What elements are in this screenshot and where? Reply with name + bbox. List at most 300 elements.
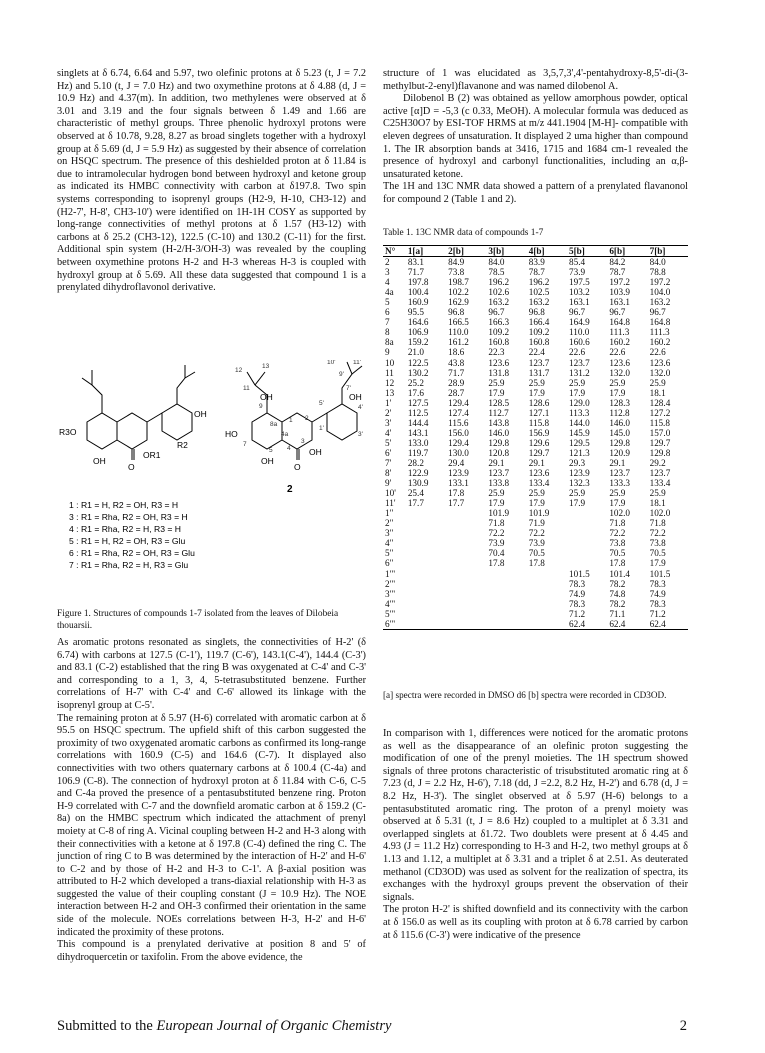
table-cell: 101.5 xyxy=(569,568,590,579)
table-cell: 71.8 xyxy=(609,518,626,529)
locant: 13 xyxy=(262,363,270,370)
table-cell: 1' xyxy=(385,397,392,408)
table-cell xyxy=(406,609,446,619)
table-cell: 133.4 xyxy=(649,478,671,489)
table-cell: 83.9 xyxy=(528,257,545,268)
table-cell: 78.3 xyxy=(649,598,666,609)
table-cell: 131.7 xyxy=(528,367,550,378)
table-cell xyxy=(406,508,446,518)
table-cell: 166.5 xyxy=(448,317,469,328)
table-cell: 122.9 xyxy=(407,468,429,479)
table-cell: 6"' xyxy=(383,619,406,630)
locant: 10' xyxy=(327,360,336,366)
page-number: 2 xyxy=(679,1018,687,1034)
table-cell: 25.9 xyxy=(569,377,586,388)
table-cell: 131.2 xyxy=(569,367,590,378)
paragraph: The 1H and 13C NMR data showed a pattern of a prenylated flavanonol for compound 2 (Table 1 and 2). xyxy=(383,181,688,205)
table-cell: 163.1 xyxy=(569,297,590,308)
table-cell: 74.8 xyxy=(609,588,626,599)
table-cell: 9 xyxy=(385,347,390,358)
column-header: 4[b] xyxy=(527,246,567,257)
table-row xyxy=(383,569,688,579)
table-cell xyxy=(446,569,486,579)
table-cell: 160.8 xyxy=(488,337,510,348)
table-cell: 129.4 xyxy=(448,437,469,448)
table-cell: 156.0 xyxy=(448,427,469,438)
table-cell: 160.2 xyxy=(649,337,671,348)
table-cell xyxy=(527,579,567,589)
table-cell: 115.6 xyxy=(448,417,469,428)
table-row xyxy=(383,488,688,498)
table-cell: 123.7 xyxy=(609,468,630,479)
table-cell: 13 xyxy=(385,387,395,398)
label-oh: OH xyxy=(261,456,274,466)
right-column-bottom xyxy=(383,728,688,942)
table-cell: 71.1 xyxy=(609,608,626,619)
table-cell: 9' xyxy=(385,478,392,489)
table-cell: 43.8 xyxy=(448,357,465,368)
table-row xyxy=(383,619,688,630)
table-cell: 164.9 xyxy=(569,317,590,328)
table-body xyxy=(383,257,688,630)
table-cell: 17.6 xyxy=(407,387,424,398)
table-cell: 129.6 xyxy=(528,437,550,448)
table-cell: 163.2 xyxy=(528,297,550,308)
table-cell: 25.9 xyxy=(528,377,545,388)
table-cell: 78.2 xyxy=(609,578,626,589)
table-cell: 25.9 xyxy=(609,488,626,499)
table-cell xyxy=(406,569,446,579)
table-cell: 104.0 xyxy=(649,287,671,298)
table-cell: 74.9 xyxy=(569,588,586,599)
table-cell: 29.4 xyxy=(448,457,465,468)
table-cell: 62.4 xyxy=(607,619,647,630)
table-row xyxy=(383,589,688,599)
table-cell: 6' xyxy=(385,447,392,458)
table-cell: 17.8 xyxy=(609,558,626,569)
table-cell: 17.9 xyxy=(528,498,545,509)
table-cell: 72.2 xyxy=(649,528,666,539)
table-cell: 84.9 xyxy=(448,257,465,268)
table-cell: 146.0 xyxy=(609,417,630,428)
table-row xyxy=(383,408,688,418)
table-cell xyxy=(406,558,446,568)
table-cell: 2" xyxy=(385,518,394,529)
figure-caption: Figure 1. Structures of compounds 1-7 isolated from the leaves of Dilobeia thouarsii. xyxy=(57,609,339,631)
table-cell: 78.7 xyxy=(609,267,626,278)
table-cell: 130.2 xyxy=(407,367,429,378)
table-cell xyxy=(567,508,607,518)
table-row xyxy=(383,388,688,398)
table-cell: 29.1 xyxy=(528,457,545,468)
table-cell: 120.9 xyxy=(609,447,630,458)
table-row xyxy=(383,337,688,347)
table-cell: 2"' xyxy=(385,578,395,589)
table-cell: 71.2 xyxy=(569,608,586,619)
table-caption: Table 1. 13C NMR data of compounds 1-7 xyxy=(383,228,544,238)
table-cell: 166.3 xyxy=(488,317,510,328)
table-cell: 130.0 xyxy=(448,447,469,458)
table-cell: 115.8 xyxy=(528,417,550,428)
table-cell: 123.7 xyxy=(569,357,590,368)
table-cell xyxy=(406,548,446,558)
table-cell: 96.7 xyxy=(488,307,505,318)
table-row xyxy=(383,548,688,558)
table-cell xyxy=(567,518,607,528)
table-cell: 129.7 xyxy=(649,437,671,448)
table-cell: 6 xyxy=(385,307,390,318)
table-cell: 110.0 xyxy=(448,327,469,338)
table-cell: 10 xyxy=(385,357,395,368)
table-cell xyxy=(486,599,526,609)
locant: 4a xyxy=(281,431,289,438)
table-row xyxy=(383,609,688,619)
table-cell: 101.5 xyxy=(649,568,671,579)
label-or1: OR1 xyxy=(143,450,161,460)
table-row xyxy=(383,498,688,508)
table-cell: 96.7 xyxy=(649,307,666,318)
table-cell: 128.6 xyxy=(528,397,550,408)
table-cell: 198.7 xyxy=(448,277,469,288)
table-cell: 3" xyxy=(385,528,394,539)
table-cell: 25.9 xyxy=(488,488,505,499)
table-cell xyxy=(446,579,486,589)
table-cell: 4"' xyxy=(385,598,395,609)
table-cell: 17.9 xyxy=(649,558,666,569)
table-cell: 129.8 xyxy=(649,447,671,458)
table-row xyxy=(383,458,688,468)
label-ho: HO xyxy=(225,429,238,439)
table-cell: 78.3 xyxy=(649,578,666,589)
table-cell xyxy=(446,508,486,518)
paragraph: This compound is a prenylated derivative at position 8 and 5' of dihydroquercetin or taxifolin. From the above evidence, the xyxy=(57,939,366,963)
table-cell: 78.2 xyxy=(609,598,626,609)
table-cell: 29.1 xyxy=(488,457,505,468)
table-row xyxy=(383,368,688,378)
table-cell: 127.2 xyxy=(649,407,671,418)
label-oh: OH xyxy=(349,392,362,402)
left-column-top xyxy=(57,68,366,295)
table-cell: 112.8 xyxy=(609,407,630,418)
table-cell: 130.9 xyxy=(407,478,429,489)
table-cell xyxy=(446,538,486,548)
table-cell: 144.4 xyxy=(407,417,429,428)
table-cell: 96.7 xyxy=(609,307,626,318)
table-cell: 6" xyxy=(385,558,394,569)
locant: 11' xyxy=(353,360,361,366)
table-cell: 8 xyxy=(385,327,390,338)
table-cell: 25.9 xyxy=(649,488,666,499)
locant: 12 xyxy=(235,367,243,374)
table-cell xyxy=(446,558,486,568)
label-oh: OH xyxy=(93,456,106,466)
table-cell: 17.7 xyxy=(407,498,424,509)
footer-prefix: Submitted to the xyxy=(57,1018,157,1034)
table-cell xyxy=(486,579,526,589)
table-cell: 25.4 xyxy=(407,488,424,499)
table-cell: 12 xyxy=(385,377,395,388)
table-cell: 160.9 xyxy=(407,297,429,308)
table-row xyxy=(383,468,688,478)
table-cell: 129.7 xyxy=(528,447,550,458)
table-cell: 123.6 xyxy=(649,357,671,368)
table-cell: 5"' xyxy=(385,608,395,619)
table-cell xyxy=(406,579,446,589)
table-cell: 70.5 xyxy=(528,548,545,559)
table-cell: 21.0 xyxy=(407,347,424,358)
table-cell: 159.2 xyxy=(407,337,429,348)
table-cell xyxy=(567,548,607,558)
table-cell: 62.4 xyxy=(648,619,688,630)
table-cell: 129.8 xyxy=(609,437,630,448)
label-o: O xyxy=(294,462,301,472)
table-cell: 83.1 xyxy=(407,257,424,268)
table-cell: 161.2 xyxy=(448,337,469,348)
table-cell: 197.5 xyxy=(569,277,590,288)
table-cell: 102.0 xyxy=(649,508,671,519)
table-cell: 103.2 xyxy=(569,287,590,298)
table-cell: 18.1 xyxy=(649,387,666,398)
table-cell: 102.0 xyxy=(609,508,630,519)
table-row xyxy=(383,287,688,297)
table-cell: 196.2 xyxy=(488,277,510,288)
table-cell: 96.8 xyxy=(448,307,465,318)
paragraph: structure of 1 was elucidated as 3,5,7,3',4'-pentahydroxy-8,5'-di-(3-methylbut-2-enyl)flavanone and was named dilobenol A. xyxy=(383,68,688,92)
table-footnote: [a] spectra were recorded in DMSO d6 [b] spectra were recorded in CD3OD. xyxy=(383,690,667,700)
locant: 1 xyxy=(289,417,293,424)
table-cell xyxy=(486,609,526,619)
paragraph: Dilobenol B (2) was obtained as yellow amorphous powder, optical active [α]D = -5,3 (c 0.33, MeOH). A molecular formula was deduced as C25H30O7 by ESI-TOF HRMS at m/z 441.1904 [M-H]- compatible with eleven degrees of unsaturation. It displayed 2 uma higher than compound 1. The IR absorption bands at 3416, 1715 and 1684 cm-1 revealed the presence of hydroxyl and carbonyl functionalities, including an α,β-unsaturated ketone. xyxy=(383,93,688,180)
table-cell xyxy=(527,619,567,630)
locant: 5' xyxy=(319,400,324,407)
table-cell: 2' xyxy=(385,407,392,418)
table-cell: 111.3 xyxy=(649,327,670,338)
table-cell: 1"' xyxy=(385,568,395,579)
table-row xyxy=(383,277,688,287)
table-cell: 127.4 xyxy=(448,407,469,418)
table-cell: 17.8 xyxy=(448,488,465,499)
table-cell: 4a xyxy=(385,287,394,298)
label-r3o: R3O xyxy=(59,427,77,437)
table-row xyxy=(383,297,688,307)
table-cell: 123.7 xyxy=(649,468,671,479)
table-cell: 17.8 xyxy=(528,558,545,569)
table-row xyxy=(383,347,688,357)
table-row xyxy=(383,418,688,428)
table-cell: 78.8 xyxy=(649,267,666,278)
locant: 2 xyxy=(305,415,309,422)
table-cell: 28.9 xyxy=(448,377,465,388)
table-row xyxy=(383,257,688,268)
table-cell: 5" xyxy=(385,548,394,559)
column-header: 5[b] xyxy=(567,246,607,257)
table-row xyxy=(383,478,688,488)
table-cell: 143.1 xyxy=(407,427,429,438)
table-cell: 25.9 xyxy=(528,488,545,499)
table-cell: 96.7 xyxy=(569,307,586,318)
table-cell: 164.8 xyxy=(649,317,671,328)
table-cell: 84.0 xyxy=(488,257,505,268)
table-cell: 17.8 xyxy=(488,558,505,569)
table-cell: 11 xyxy=(385,367,394,378)
table-cell xyxy=(446,599,486,609)
table-cell: 3' xyxy=(385,417,392,428)
table-cell: 123.7 xyxy=(488,468,510,479)
table-cell: 7 xyxy=(385,317,390,328)
table-cell: 8a xyxy=(385,337,394,348)
label-oh: OH xyxy=(309,447,322,457)
table-cell: 123.6 xyxy=(609,357,630,368)
table-cell: 74.9 xyxy=(649,588,666,599)
table-cell: 197.2 xyxy=(649,277,671,288)
table-cell xyxy=(567,558,607,568)
table-cell: 3"' xyxy=(385,588,395,599)
table-cell: 2 xyxy=(385,257,390,268)
table-cell: 157.0 xyxy=(649,427,671,438)
table-cell: 162.9 xyxy=(448,297,469,308)
table-cell: 70.5 xyxy=(609,548,626,559)
column-header: N° xyxy=(383,246,406,257)
table-cell: 128.5 xyxy=(488,397,510,408)
nmr-table xyxy=(383,245,688,630)
table-cell: 29.1 xyxy=(609,457,626,468)
compound-list-item: 7 : R1 = Rha, R2 = H, R3 = Glu xyxy=(69,560,189,570)
table-cell: 72.2 xyxy=(528,528,545,539)
table-cell: 164.8 xyxy=(609,317,630,328)
table-cell: 78.3 xyxy=(569,578,586,589)
table-cell: 133.1 xyxy=(448,478,469,489)
compound-list-item: 6 : R1 = Rha, R2 = OH, R3 = Glu xyxy=(69,548,195,558)
table-cell: 18.6 xyxy=(448,347,465,358)
table-cell: 129.5 xyxy=(569,437,590,448)
table-row xyxy=(383,398,688,408)
locant: 1' xyxy=(319,425,324,432)
table-row xyxy=(383,438,688,448)
table-cell: 127.1 xyxy=(528,407,550,418)
table-cell: 4 xyxy=(385,277,390,288)
table-cell xyxy=(446,548,486,558)
table-cell: 73.8 xyxy=(649,538,666,549)
table-cell: 11' xyxy=(385,498,396,509)
compound-list-item: 4 : R1 = Rha, R2 = H, R3 = H xyxy=(69,524,182,534)
table-row xyxy=(383,518,688,528)
compound-list-item: 1 : R1 = H, R2 = OH, R3 = H xyxy=(69,500,179,510)
table-cell: 120.8 xyxy=(488,447,510,458)
table-cell: 102.2 xyxy=(448,287,469,298)
table-cell: 25.9 xyxy=(609,377,626,388)
table-cell xyxy=(406,589,446,599)
table-cell: 4" xyxy=(385,538,394,549)
table-cell: 128.3 xyxy=(609,397,630,408)
label-r2: R2 xyxy=(177,440,188,450)
paragraph: As aromatic protons resonated as singlets, the connectivities of H-2' (δ 6.74) with carbons at 127.5 (C-1'), 119.7 (C-6'), 143.1(C-4'), 144.4 (C-3') and 83.1 (C-2) established that the ring B was oxygenated at C-4' and C-3' and corresponding to a 1, 3, 4, 5-tetrasubstituted benzene. Further correlations of H-7' with C-4' and C-6' allowed its linkage with the isoprenyl group at C-5'. xyxy=(57,637,366,711)
right-column-top xyxy=(383,68,688,207)
table-cell: 123.6 xyxy=(528,468,550,479)
table-row xyxy=(383,448,688,458)
table-cell xyxy=(527,569,567,579)
table-row xyxy=(383,579,688,589)
table-cell: 106.9 xyxy=(407,327,429,338)
locant: 8a xyxy=(270,421,278,428)
table-cell: 163.2 xyxy=(649,297,671,308)
table-cell: 163.2 xyxy=(488,297,510,308)
table-cell: 84.2 xyxy=(609,257,626,268)
table-cell: 22.4 xyxy=(528,347,545,358)
table-cell: 17.9 xyxy=(488,498,505,509)
locant: 4 xyxy=(287,445,291,452)
chemical-structures-drawing xyxy=(57,360,366,605)
table-cell: 127.5 xyxy=(407,397,429,408)
table-cell: 85.4 xyxy=(569,257,586,268)
column-header: 3[b] xyxy=(486,246,526,257)
table-cell: 8' xyxy=(385,468,392,479)
paragraph: The remaining proton at δ 5.97 (H-6) correlated with aromatic carbon at δ 95.5 on HSQC spectrum. The upfield shift of this carbon suggested the proximity of two oxygenated aromatic carbons as confirmed its long-range correlations with 160.9 (C-5) and 164.6 (C-7). It displayed also connectivities with two others quaternary carbons at δ 100.4 (C-4a) and 106.9 (C-8). The connection of hydroxyl proton at δ 11.84 with C-6, C-5 and C-4a proved the presence of a pentasubstituted benzene ring. Proton H-9 correlated with C-7 and the downfield aromatic carbon at δ 159.2 (C-8a) on the HMBC spectrum which indicated the attachment of prenyl moiety at C-8 of ring A. Vicinal coupling between H-2 and H-3 along with their connectivities with a ketone at δ 197.8 (C-4) defined the ring C. The junction of ring C to B was determined by the interaction of H-2' and H-6' to C-2 and by those of H-2 and H-3 to C-1'. A β-axial position was attributed to H-2 which developed a trans-diaxial relationship with H-3 as suggested the value of their coupling constant (J = 10.9 Hz). The NOE interaction between H-2 and OH-3 confirmed their orientation in the same side of the molecule. NOEs correlations between H-3, H-2' and H-6' indicated the proximity of these protons. xyxy=(57,712,366,938)
locant: 3 xyxy=(301,438,305,445)
table-cell: 73.9 xyxy=(528,538,545,549)
table-cell: 17.9 xyxy=(609,498,626,509)
table-cell: 131.8 xyxy=(488,367,510,378)
table-cell xyxy=(486,619,526,630)
label-o: O xyxy=(128,462,135,472)
table-cell: 132.0 xyxy=(609,367,630,378)
table-row xyxy=(383,538,688,548)
column-header: 2[b] xyxy=(446,246,486,257)
left-column-bottom xyxy=(57,637,366,964)
table-cell: 17.7 xyxy=(448,498,465,509)
table-cell: 113.3 xyxy=(569,407,590,418)
column-header: 1[a] xyxy=(406,246,446,257)
table-row xyxy=(383,307,688,317)
table-cell: 123.6 xyxy=(488,357,510,368)
table-cell: 145.9 xyxy=(569,427,590,438)
paragraph: singlets at δ 6.74, 6.64 and 5.97, two olefinic protons at δ 5.23 (t, J = 7.2 Hz) and 5.10 (t, J = 7.0 Hz) and two oxymethine protons at δ 4.88 (d, J = 10.9 Hz) and 4.37(m). In addition, two methylenes were observed at δ 3.01 and 3.19 and the four signals between δ 1.49 and 1.66 are characteristic of methyl groups. Three phenolic hydroxyl protons were observed at δ 10.78, 9.28, 8.27 as broad singlets together with a hydroxyl group at δ 5.69 (d, J = 5.9 Hz) as suggested by their absence of correlation on HSQC spectrum. The presence of this deshielded proton at δ 11.84 is due to intramolecular hydrogen bond between hydroxyl and ketone group as indicated its HMBC connectivity with carbon at δ197.8. Two spin systems corresponding to isoprenyl groups (H2-9, H-10, CH3-12) and (H2-7', H-8', CH3-10') were identified on 1H-1H COSY as supported by long-range connectivities of methyl protons at δ 1.57 (H3-12) with carbons at δ 25.2 (CH3-12), 122.5 (C-10) and 130.2 (C-11) for the first. Additional spin system (H-2/H-3/OH-3) was revealed by the coupling between oxymethine protons H-2 and H-3 whereas H-3 is coupled with hydroxyl group at δ 5.69. All these data suggested that compound 1 is a prenylated dihydroflavonol derivative. xyxy=(57,68,366,294)
table-cell: 129.4 xyxy=(448,397,469,408)
table-cell xyxy=(527,599,567,609)
table-cell: 17.9 xyxy=(528,387,545,398)
table-cell: 133.8 xyxy=(488,478,510,489)
label-oh: OH xyxy=(260,392,273,402)
table-cell: 196.2 xyxy=(528,277,550,288)
locant: 5 xyxy=(269,447,273,454)
table-cell: 70.5 xyxy=(649,548,666,559)
table-cell: 73.8 xyxy=(448,267,465,278)
table-cell: 22.3 xyxy=(488,347,505,358)
table-cell: 101.4 xyxy=(609,568,630,579)
table-cell: 28.2 xyxy=(407,457,424,468)
table-cell: 71.7 xyxy=(448,367,465,378)
table-cell: 100.4 xyxy=(407,287,429,298)
table-cell: 143.8 xyxy=(488,417,510,428)
table-cell: 123.9 xyxy=(569,468,590,479)
table-header-row xyxy=(383,246,688,257)
table-row xyxy=(383,378,688,388)
table-cell: 102.5 xyxy=(528,287,550,298)
table-cell: 112.5 xyxy=(407,407,429,418)
table-cell: 7' xyxy=(385,457,392,468)
table-cell: 115.8 xyxy=(649,417,670,428)
table-cell xyxy=(486,569,526,579)
table-cell: 28.7 xyxy=(448,387,465,398)
table-cell xyxy=(527,589,567,599)
paragraph: The proton H-2' is shifted downfield and its connectivity with the carbon at δ 156.0 as well as its coupling with proton at δ 6.78 carried by carbon at δ 115.6 (C-3') were indicative of the presence xyxy=(383,904,688,941)
table-cell: 146.0 xyxy=(488,427,510,438)
table-cell: 3 xyxy=(385,267,390,278)
table-cell: 95.5 xyxy=(407,307,424,318)
table-cell xyxy=(406,619,446,630)
compound-list-item: 3 : R1 = Rha, R2 = OH, R3 = H xyxy=(69,512,188,522)
table-cell: 160.2 xyxy=(609,337,630,348)
table-row xyxy=(383,358,688,368)
